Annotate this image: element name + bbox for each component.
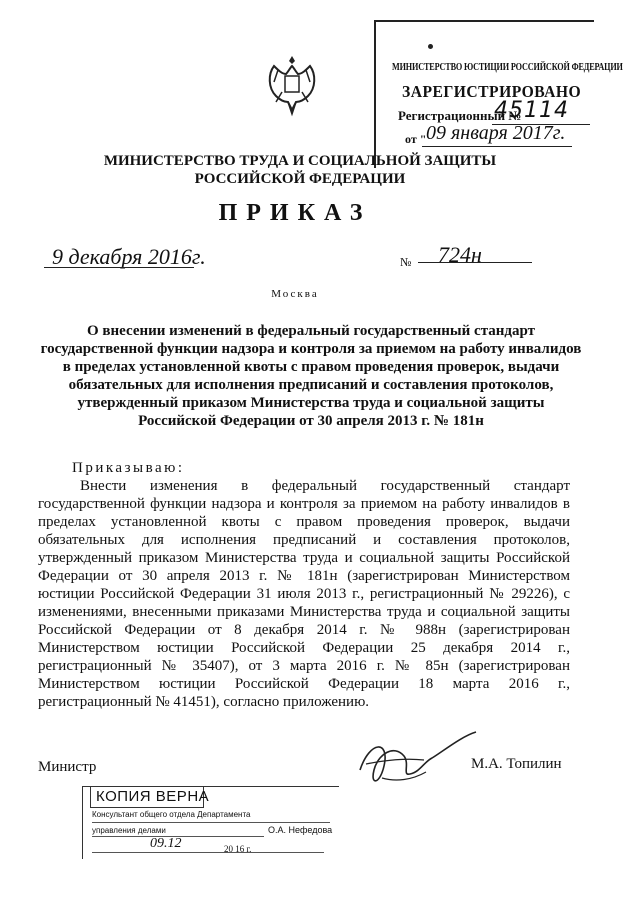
stamp-regno-value: 45114 [494,98,569,123]
signer-position: Министр [38,759,97,775]
number-label: № [400,255,412,269]
body-paragraph: Внести изменения в федеральный государственный стандарт государственной функции надзора и контроля за приемом на работу инвалидов в пределах установленной квоты с правом проведения проверок, выдачи обязательных для исполнения предписаний и составления протоколов, утвержденный приказом Министерства труда и социальной защиты Российской Федерации от 30 апреля 2013 г. № 181н (зарегистрирован Министерством юстиции Российской Федерации 31 июля 2013 г., регистрационный № 29226), с изменениями, внесенными приказами Министерства труда и социальной защиты Российской Федерации от 8 декабря 2014 г. № 988н (зарегистрирован Министерством юстиции Российской Федерации 25 декабря 2014 г., регистрационный № 35407), от 3 марта 2016 г. № 85н (зарегистрирован Министерством юстиции Российской Федерации 18 марта 2016 г., регистрационный № 41451), согласно приложению. [38,478,570,710]
stamp-from-label: от " [405,132,427,146]
copy-department-line: управления делами [92,826,166,835]
copy-position-line: Консультант общего отдела Департамента [92,810,251,819]
stamp-from-underline [422,146,572,147]
ministry-line-1: МИНИСТЕРСТВО ТРУДА И СОЦИАЛЬНОЙ ЗАЩИТЫ [103,153,497,169]
stamp-from-value: 09 января 2017г. [426,122,566,144]
handwritten-signature [352,730,482,790]
prikazyvayu-label: Приказываю: [72,460,185,476]
ministry-title [90,152,510,188]
stamp-regno-label: Регистрационный № [398,108,522,123]
city: Москва [271,288,319,300]
number-underline [418,262,532,263]
coat-of-arms-emblem [264,52,320,118]
stamp-dot [428,44,433,49]
order-heading: О внесении изменений в федеральный государственный стандарт государственной функции надзора и контроля за приемом на работу инвалидов в пределах установленной квоты с правом проведения проверок, выдачи обязательных для исполнения предписаний и составления протоколов, утвержденный приказом Министерства труда и социальной защиты Российской Федерации от 30 апреля 2013 г. № 181н [40,323,582,429]
copy-rule-1 [92,822,330,823]
ministry-line-2: РОССИЙСКОЙ ФЕДЕРАЦИИ [194,171,406,187]
copy-date: 09.12 [150,836,182,851]
stamp-ministry: МИНИСТЕРСТВО ЮСТИЦИИ РОССИЙСКОЙ ФЕДЕРАЦИИ [392,62,623,73]
copy-title: КОПИЯ ВЕРНА [96,788,210,805]
copy-year: 20 16 г. [224,844,252,854]
copy-signer-name: О.А. Нефедова [268,825,333,835]
copy-rule-3 [92,852,324,853]
order-number: 724н [438,242,482,267]
order-title: ПРИКАЗ [218,200,372,226]
date-underline [44,267,194,268]
order-date: 9 декабря 2016г. [52,244,206,269]
stamp-registered: ЗАРЕГИСТРИРОВАНО [402,82,582,101]
signer-name: М.А. Топилин [471,756,562,772]
